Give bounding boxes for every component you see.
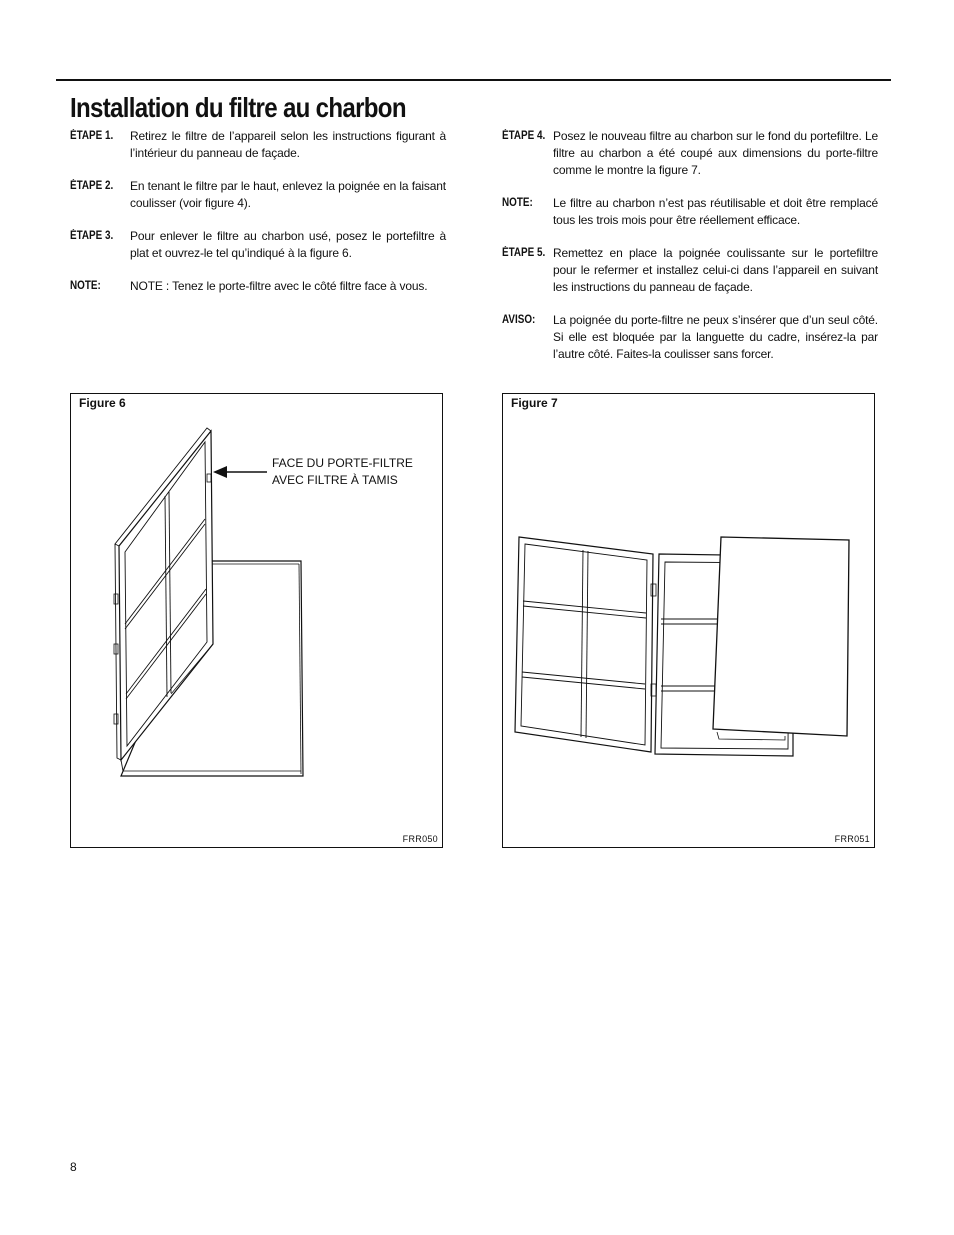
- step-text: Posez le nouveau filtre au charbon sur le fond du portefiltre. Le filtre au charbon a été coupé aux dimensions du porte-filtre comme le montre la figure 7.: [553, 129, 878, 177]
- page-title: Installation du filtre au charbon: [70, 92, 406, 123]
- step-label: ÉTAPE 5.: [502, 247, 546, 259]
- figure-7-filter-illustration: [503, 394, 876, 849]
- step-text: Remettez en place la poignée coulissante sur le portefiltre pour le refermer et installez celui-ci dans l’appareil en suivant les instructions du panneau de façade.: [553, 246, 878, 294]
- note-label: NOTE:: [502, 197, 533, 209]
- instructions-left-column: [70, 128, 446, 311]
- figure-7-code: FRR051: [834, 834, 870, 844]
- step-label: ÉTAPE 3.: [70, 230, 114, 242]
- step-3: [70, 228, 446, 262]
- note-text: NOTE : Tenez le porte-filtre avec le côté filtre face à vous.: [130, 279, 428, 293]
- step-2: [70, 178, 446, 212]
- aviso: [502, 312, 878, 363]
- aviso-label: AVISO:: [502, 314, 536, 326]
- note-label: NOTE:: [70, 280, 101, 292]
- note-text: Le filtre au charbon n’est pas réutilisable et doit être remplacé tous les trois mois pour être réellement efficace.: [553, 196, 878, 227]
- step-label: ÉTAPE 4.: [502, 130, 546, 142]
- step-label: ÉTAPE 2.: [70, 180, 114, 192]
- figure-6-label: Figure 6: [79, 396, 126, 410]
- callout-line-1: FACE DU PORTE-FILTRE: [272, 456, 413, 470]
- figure-6: [70, 393, 443, 848]
- instructions-right-column: [502, 128, 878, 379]
- figure-6-callout: [272, 455, 413, 489]
- figure-7: [502, 393, 875, 848]
- step-1: [70, 128, 446, 162]
- step-label: ÉTAPE 1.: [70, 130, 114, 142]
- callout-line-2: AVEC FILTRE À TAMIS: [272, 473, 398, 487]
- step-4: [502, 128, 878, 179]
- note-left: [70, 278, 446, 295]
- header-rule: [56, 79, 891, 81]
- aviso-text: La poignée du porte-filtre ne peux s’insérer que d’un seul côté. Si elle est bloquée par la languette du cadre, insérez-la par l’autre côté. Faites-la coulisser sans forcer.: [553, 313, 878, 361]
- step-text: Pour enlever le filtre au charbon usé, posez le portefiltre à plat et ouvrez-le tel qu’indiqué à la figure 6.: [130, 229, 446, 260]
- step-text: Retirez le filtre de l’appareil selon les instructions figurant à l’intérieur du panneau de façade.: [130, 129, 446, 160]
- figure-6-code: FRR050: [402, 834, 438, 844]
- step-text: En tenant le filtre par le haut, enlevez la poignée en la faisant coulisser (voir figure 4).: [130, 179, 446, 210]
- page-number: 8: [70, 1160, 77, 1174]
- note-right: [502, 195, 878, 229]
- step-5: [502, 245, 878, 296]
- figure-7-label: Figure 7: [511, 396, 558, 410]
